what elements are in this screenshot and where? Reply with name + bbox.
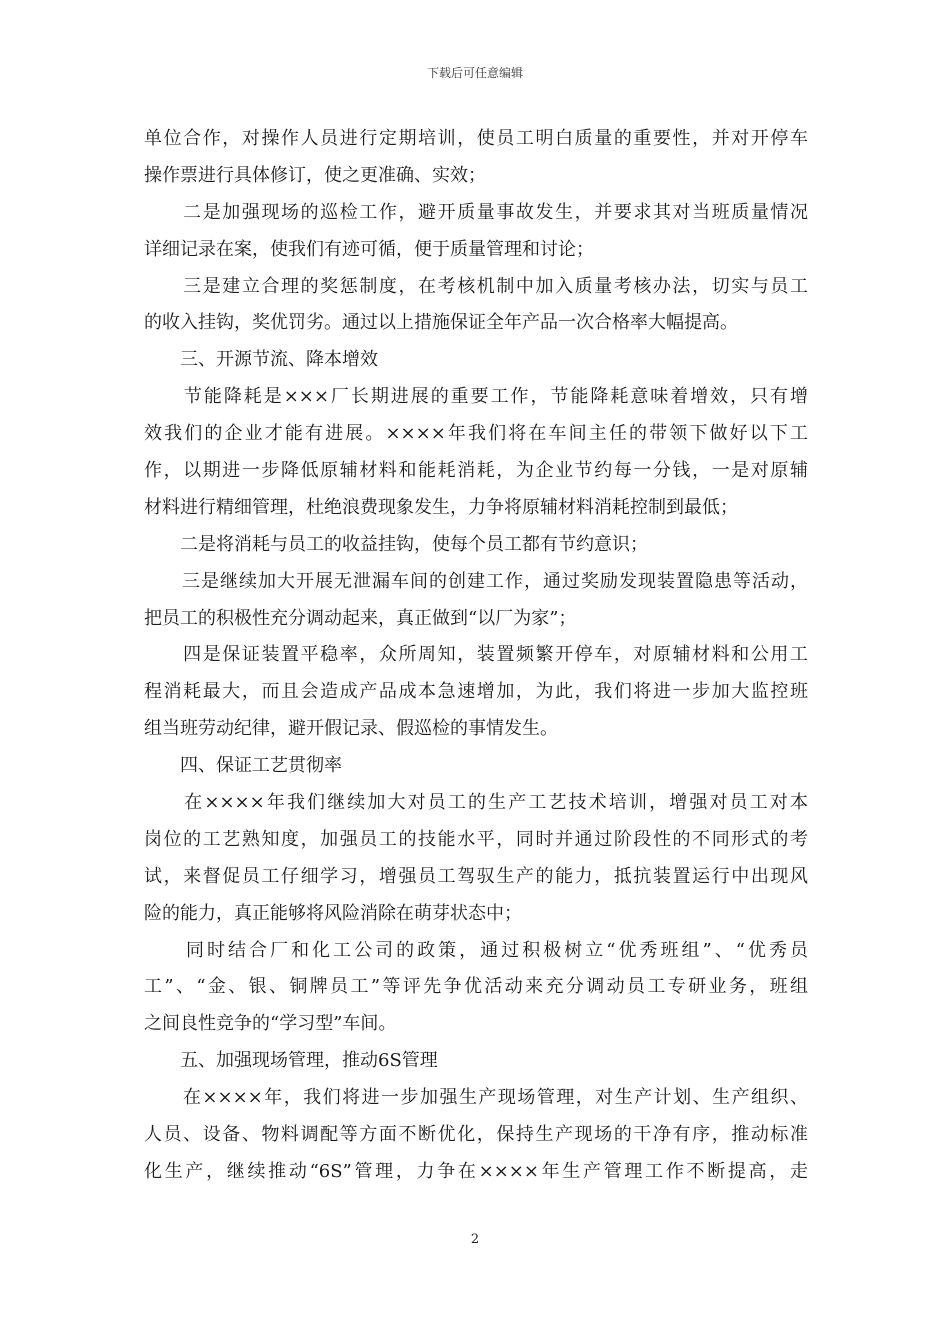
text-line: 节能降耗是×××厂长期进展的重要工作，节能降耗意味着增效，只有增 [144,386,808,408]
text-line: 岗位的工艺熟知度，加强员工的技能水平，同时并通过阶段性的不同形式的考 [144,828,808,850]
text-line: 四是保证装置平稳率，众所周知，装置频繁开停车，对原辅材料和公用工 [144,644,808,666]
text-line: 把员工的积极性充分调动起来，真正做到“以厂为家”； [144,607,577,629]
page-number: 2 [470,1232,480,1247]
text-line: 详细记录在案，使我们有迹可循，便于质量管理和讨论； [144,238,594,260]
text-line: 组当班劳动纪律，避开假记录、假巡检的事情发生。 [144,718,558,740]
text-line: 化生产，继续推动“6S”管理，力争在××××年生产管理工作不断提高，走 [144,1160,808,1182]
text-line: 同时结合厂和化工公司的政策，通过积极树立“优秀班组”、“优秀员 [144,939,808,961]
section-heading: 三、开源节流、降本增效 [144,349,378,371]
text-line: 操作票进行具体修订，使之更准确、实效； [144,164,486,186]
section-heading: 五、加强现场管理，推动6S管理 [144,1050,438,1072]
page-header: 下载后可任意编辑 [426,66,523,80]
text-line: 在××××年我们继续加大对员工的生产工艺技术培训，增强对员工对本 [144,792,808,814]
text-line: 的收入挂钩，奖优罚劣。通过以上措施保证全年产品一次合格率大幅提高。 [144,312,738,334]
text-line: 人员、设备、物料调配等方面不断优化，保持生产现场的干净有序，推动标准 [144,1124,808,1146]
text-line: 材料进行精细管理，杜绝浪费现象发生，力争将原辅材料消耗控制到最低； [144,496,738,518]
section-heading: 四、保证工艺贯彻率 [144,755,342,777]
text-line: 二是将消耗与员工的收益挂钩，使每个员工都有节约意识； [144,533,648,555]
text-line: 程消耗最大，而且会造成产品成本急速增加，为此，我们将进一步加大监控班 [144,681,808,703]
text-line: 试，来督促员工仔细学习，增强员工驾驭生产的能力，抵抗装置运行中出现风 [144,865,808,887]
text-line: 二是加强现场的巡检工作，避开质量事故发生，并要求其对当班质量情况 [144,201,808,223]
text-line: 在××××年，我们将进一步加强生产现场管理，对生产计划、生产组织、 [144,1087,808,1109]
text-line: 险的能力，真正能够将风险消除在萌芽状态中； [144,902,522,924]
text-line: 三是继续加大开展无泄漏车间的创建工作，通过奖励发现装置隐患等活动， [144,570,808,592]
text-line: 单位合作，对操作人员进行定期培训，使员工明白质量的重要性，并对开停车 [144,128,808,149]
text-line: 作，以期进一步降低原辅材料和能耗消耗，为企业节约每一分钱，一是对原辅 [144,460,808,482]
text-line: 三是建立合理的奖惩制度，在考核机制中加入质量考核办法，切实与员工 [144,275,808,297]
text-line: 工”、“金、银、铜牌员工”等评先争优活动来充分调动员工专研业务，班组 [144,976,808,998]
body-text [144,121,808,1191]
text-line: 之间良性竞争的“学习型”车间。 [144,1013,397,1035]
text-line: 效我们的企业才能有进展。××××年我们将在车间主任的带领下做好以下工 [144,423,808,445]
